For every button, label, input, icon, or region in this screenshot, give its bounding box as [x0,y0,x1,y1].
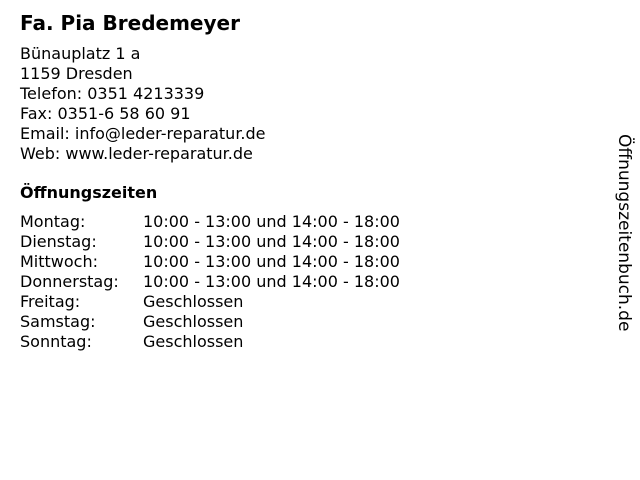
hours-row-thursday [20,272,400,292]
hours-row-monday [20,212,400,232]
street-address: Bünauplatz 1 a [20,44,141,63]
opening-hours-heading: Öffnungszeiten [20,183,158,202]
hours-value: 10:00 - 13:00 und 14:00 - 18:00 [143,212,400,231]
city-address: 1159 Dresden [20,64,133,83]
contact-block [20,44,580,164]
opening-hours-table [20,212,400,352]
hours-row-wednesday [20,252,400,272]
hours-value: Geschlossen [143,332,244,351]
hours-row-sunday [20,332,400,352]
hours-value: 10:00 - 13:00 und 14:00 - 18:00 [143,272,400,291]
hours-row-saturday [20,312,400,332]
day-label: Freitag: [20,292,81,311]
hours-value: 10:00 - 13:00 und 14:00 - 18:00 [143,252,400,271]
day-label: Sonntag: [20,332,92,351]
hours-row-tuesday [20,232,400,252]
hours-value: 10:00 - 13:00 und 14:00 - 18:00 [143,232,400,251]
business-card [20,11,580,352]
hours-value: Geschlossen [143,292,244,311]
day-label: Donnerstag: [20,272,119,291]
email-address: Email: info@leder-reparatur.de [20,124,266,143]
website: Web: www.leder-reparatur.de [20,144,253,163]
hours-value: Geschlossen [143,312,244,331]
site-watermark: Öffnungszeitenbuch.de [614,134,634,332]
day-label: Mittwoch: [20,252,98,271]
day-label: Montag: [20,212,86,231]
business-name: Fa. Pia Bredemeyer [20,11,240,35]
day-label: Dienstag: [20,232,97,251]
hours-row-friday [20,292,400,312]
phone-number: Telefon: 0351 4213339 [20,84,205,103]
day-label: Samstag: [20,312,96,331]
fax-number: Fax: 0351-6 58 60 91 [20,104,191,123]
